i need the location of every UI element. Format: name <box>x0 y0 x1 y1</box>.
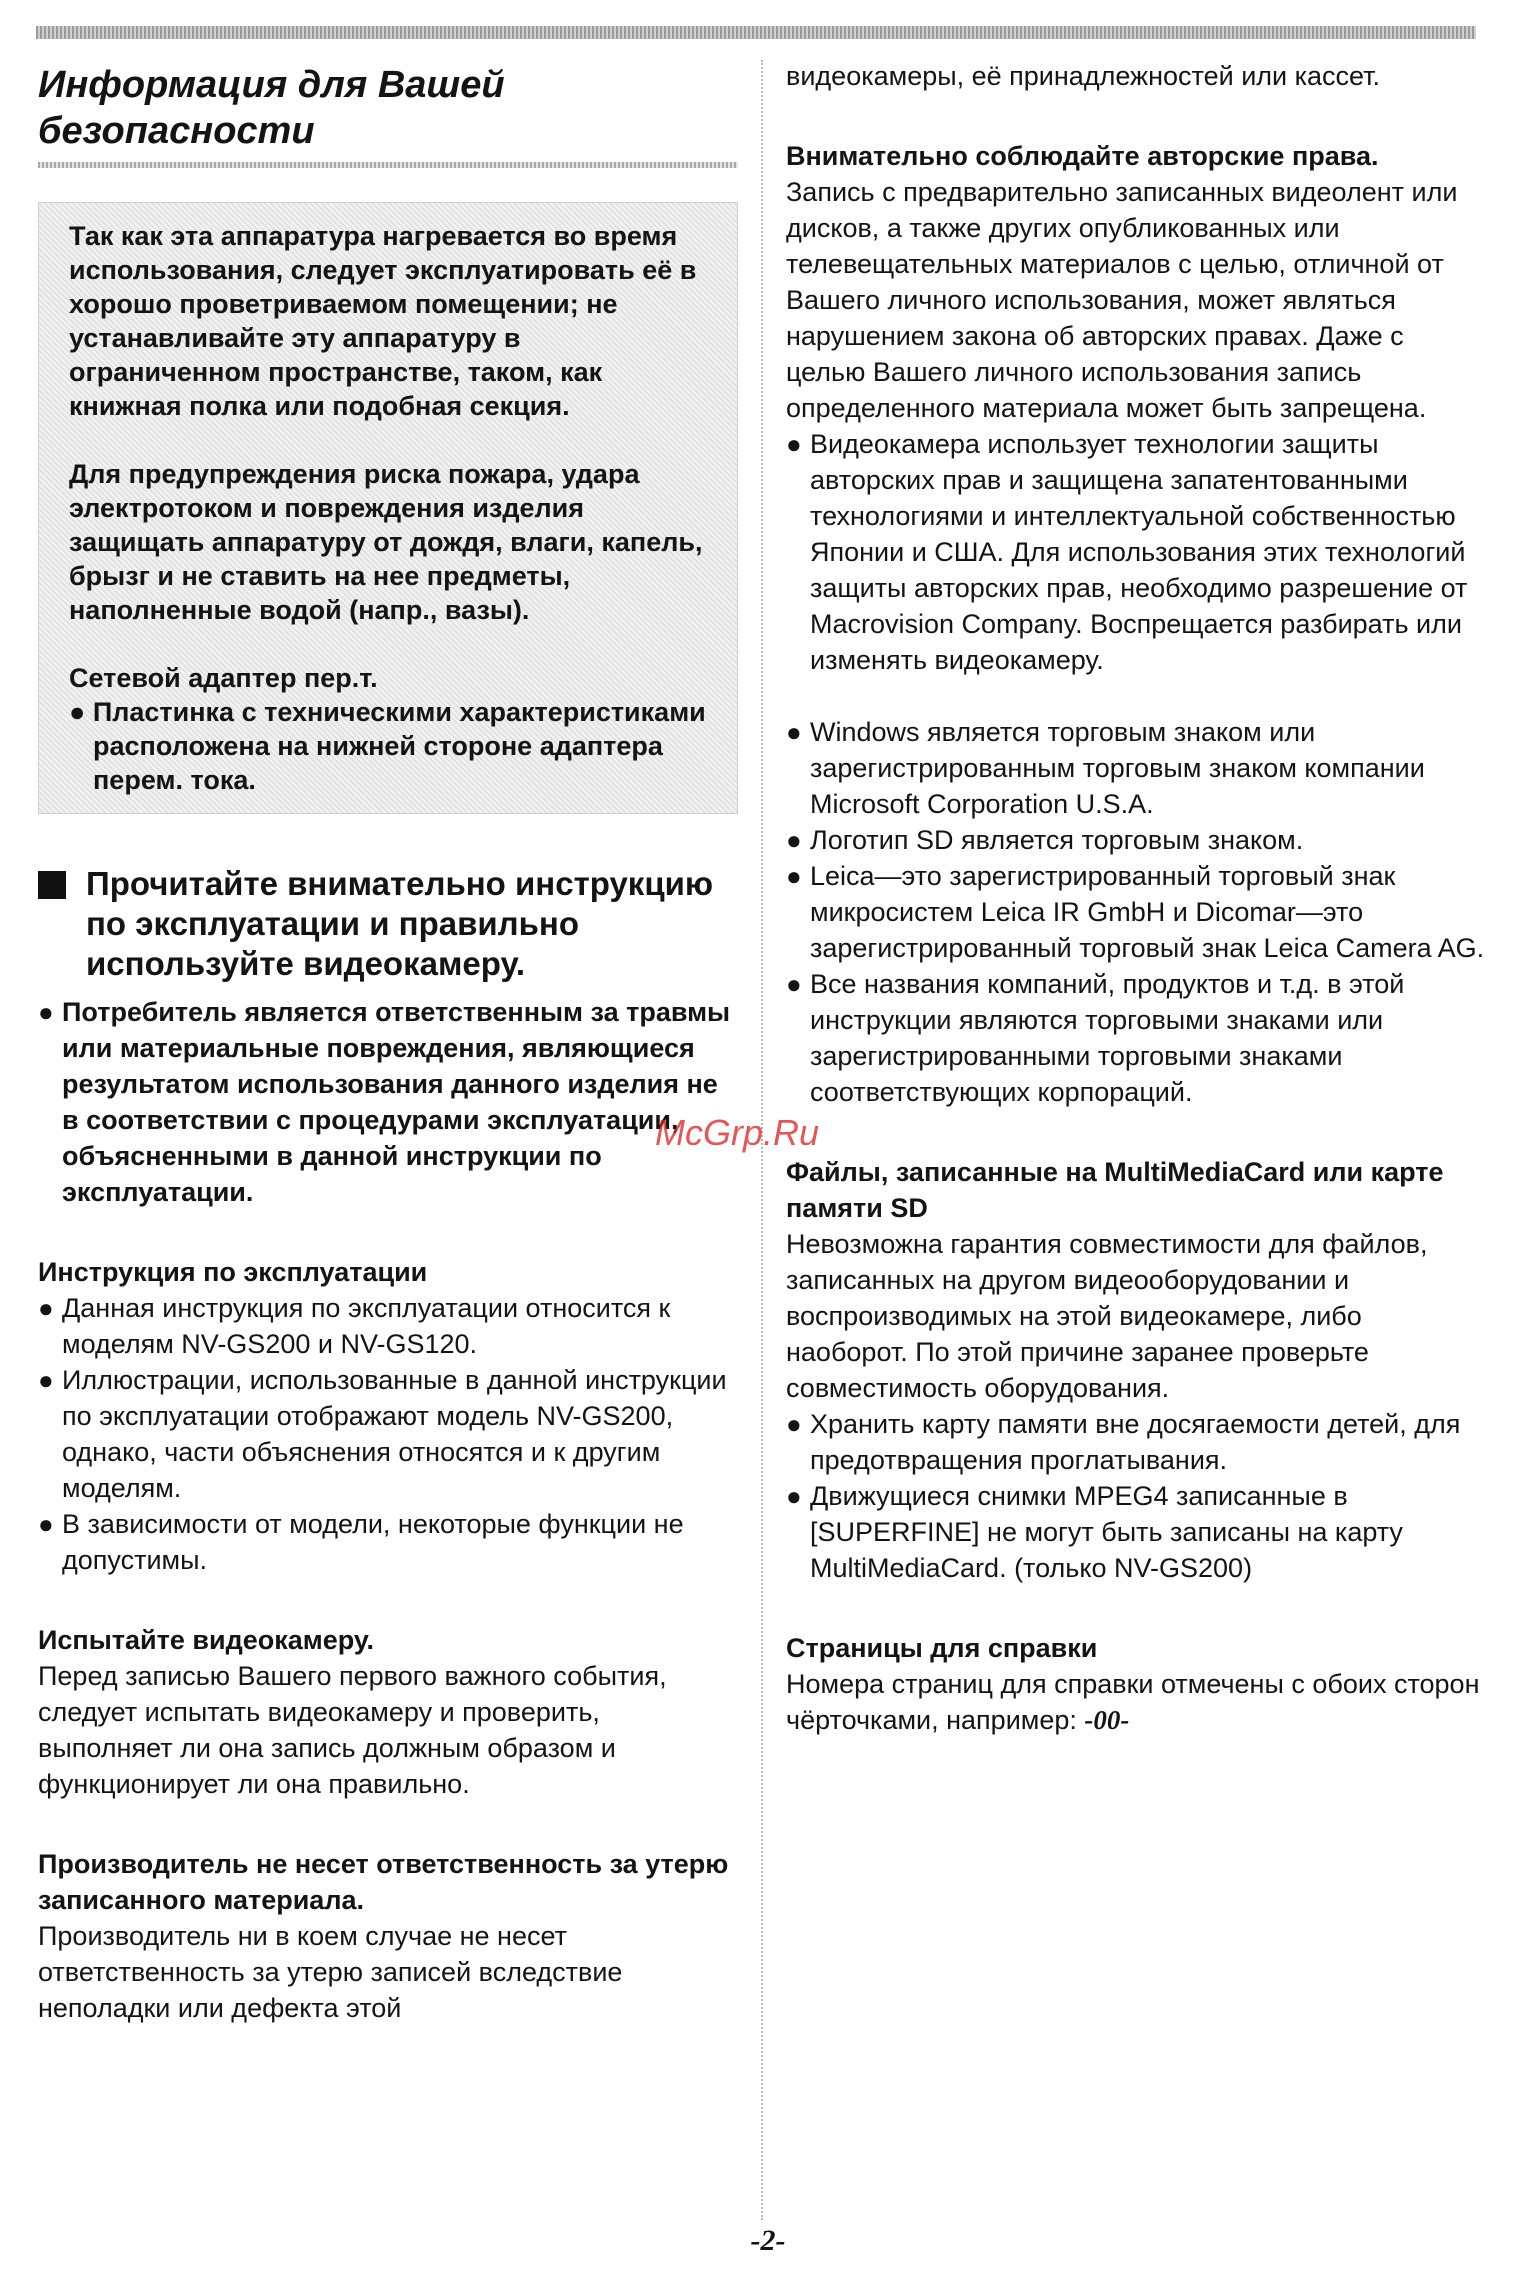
top-decorative-bar <box>36 26 1476 39</box>
references-text-body: Номера страниц для справки отмечены с обоих сторон чёрточками, например: <box>786 1669 1480 1735</box>
bullet-icon: ● <box>786 861 802 891</box>
adapter-bullet <box>69 695 715 797</box>
page-number: -2- <box>750 2224 786 2257</box>
list-item-text: Логотип SD является торговым знаком. <box>810 825 1304 855</box>
manual-heading: Инструкция по эксплуатации <box>38 1257 428 1287</box>
bullet-icon: ● <box>786 1481 802 1511</box>
copyright-heading: Внимательно соблюдайте авторские права. <box>786 141 1379 171</box>
list-item <box>38 1506 738 1578</box>
read-instructions-heading <box>38 864 738 984</box>
manufacturer-text-continued: видеокамеры, её принадлежностей или кассет. <box>786 61 1381 91</box>
bullet-icon: ● <box>69 697 86 727</box>
adapter-title: Сетевой адаптер пер.т. <box>69 663 378 693</box>
list-item <box>786 1478 1486 1586</box>
manufacturer-heading: Производитель не несет ответственность за утерю записанного материала. <box>38 1849 729 1915</box>
watermark: McGrp.Ru <box>655 1112 820 1153</box>
references-text <box>786 1666 1486 1738</box>
list-item-text: Windows является торговым знаком или зарегистрированным торговым знаком компании Microsoft Corporation U.S.A. <box>810 717 1425 819</box>
spacer <box>786 678 1486 714</box>
read-instructions-heading-text: Прочитайте внимательно инструкцию по эксплуатации и правильно используйте видеокамеру. <box>86 865 714 982</box>
test-camera-heading: Испытайте видеокамеру. <box>38 1625 375 1655</box>
list-item <box>786 966 1486 1110</box>
list-item <box>38 1362 738 1506</box>
list-item <box>38 1290 738 1362</box>
list-item-text: Иллюстрации, использованные в данной инструкции по эксплуатации отображают модель NV-GS200, однако, части объяснения относятся и к другим моделям. <box>62 1365 727 1503</box>
list-item-text: Данная инструкция по эксплуатации относится к моделям NV-GS200 и NV-GS120. <box>62 1293 671 1359</box>
bullet-icon: ● <box>38 1509 54 1539</box>
test-camera-text: Перед записью Вашего первого важного события, следует испытать видеокамеру и проверить, выполняет ли она запись должным образом и функционирует ли она правильно. <box>38 1661 667 1799</box>
sd-files-text: Невозможна гарантия совместимости для файлов, записанных на другом видеооборудовании и воспроизводимых на этой видеокамере, либо наоборот. По этой причине заранее проверьте совместимость оборудования. <box>786 1229 1428 1403</box>
fire-warning: Для предупреждения риска пожара, удара электротоком и повреждения изделия защищать аппаратуру от дождя, влаги, капель, брызг и не ставить на нее предметы, наполненные водой (напр., вазы). <box>69 459 703 625</box>
adapter-bullet-text: Пластинка с техническими характеристиками расположена на нижней стороне адаптера перем. тока. <box>92 697 706 795</box>
bullet-icon: ● <box>38 997 54 1027</box>
bullet-icon: ● <box>38 1365 54 1395</box>
list-item <box>786 714 1486 822</box>
list-item <box>786 1406 1486 1478</box>
list-item-text: Все названия компаний, продуктов и т.д. в этой инструкции являются торговыми знаками или зарегистрированными торговыми знаками соответствующих корпораций. <box>810 969 1405 1107</box>
heat-warning: Так как эта аппаратура нагревается во время использования, следует эксплуатировать её в хорошо проветриваемом помещении; не устанавливайте эту аппаратуру в ограниченном пространстве, таком, как книжная полка или подобная секция. <box>69 221 697 421</box>
safety-warning-box <box>38 202 738 814</box>
copyright-bullet <box>786 426 1486 678</box>
left-column <box>38 62 738 2026</box>
right-column <box>786 62 1486 1738</box>
page-title: Информация для Вашей безопасности <box>38 64 505 152</box>
references-heading: Страницы для справки <box>786 1633 1098 1663</box>
responsibility-bullet-text: Потребитель является ответственным за травмы или материальные повреждения, являющиеся результатом использования данного изделия не в соответствии с процедурами эксплуатации, объясненными в данной инструкции по эксплуатации. <box>62 997 731 1207</box>
list-item <box>786 858 1486 966</box>
list-item <box>786 822 1486 858</box>
list-item-text: Движущиеся снимки MPEG4 записанные в [SUPERFINE] не могут быть записаны на карту MultiMediaCard. (только NV-GS200) <box>810 1481 1403 1583</box>
responsibility-bullet <box>38 994 738 1210</box>
list-item-text: В зависимости от модели, некоторые функции не допустимы. <box>62 1509 684 1575</box>
bullet-icon: ● <box>786 429 802 459</box>
page-ref-marker: -00- <box>1084 1705 1130 1735</box>
bullet-icon: ● <box>786 969 802 999</box>
list-item-text: Хранить карту памяти вне досягаемости детей, для предотвращения проглатывания. <box>810 1409 1461 1475</box>
list-item-text: Leica—это зарегистрированный торговый знак микросистем Leica IR GmbH и Dicomar—это зарегистрированный торговый знак Leica Camera AG. <box>810 861 1485 963</box>
square-bullet-icon <box>38 871 66 899</box>
manufacturer-text: Производитель ни в коем случае не несет ответственность за утерю записей вследствие неполадки или дефекта этой <box>38 1921 623 2023</box>
bullet-icon: ● <box>786 717 802 747</box>
title-rule <box>38 162 738 168</box>
sd-files-heading: Файлы, записанные на MultiMediaCard или карте памяти SD <box>786 1157 1444 1223</box>
copyright-text: Запись с предварительно записанных видеолент или дисков, а также других опубликованных или телевещательных материалов с целью, отличной от Вашего личного использования, может являться нарушением закона об авторских правах. Даже с целью Вашего личного использования запись определенного материала может быть запрещена. <box>786 177 1458 423</box>
bullet-icon: ● <box>786 825 802 855</box>
copyright-bullet-text: Видеокамера использует технологии защиты авторских прав и защищена запатентованными технологиями и интеллектуальной собственностью Японии и США. Для использования этих технологий защиты авторских прав, необходимо разрешение от Macrovision Company. Воспрещается разбирать или изменять видеокамеру. <box>810 429 1468 675</box>
bullet-icon: ● <box>786 1409 802 1439</box>
bullet-icon: ● <box>38 1293 54 1323</box>
